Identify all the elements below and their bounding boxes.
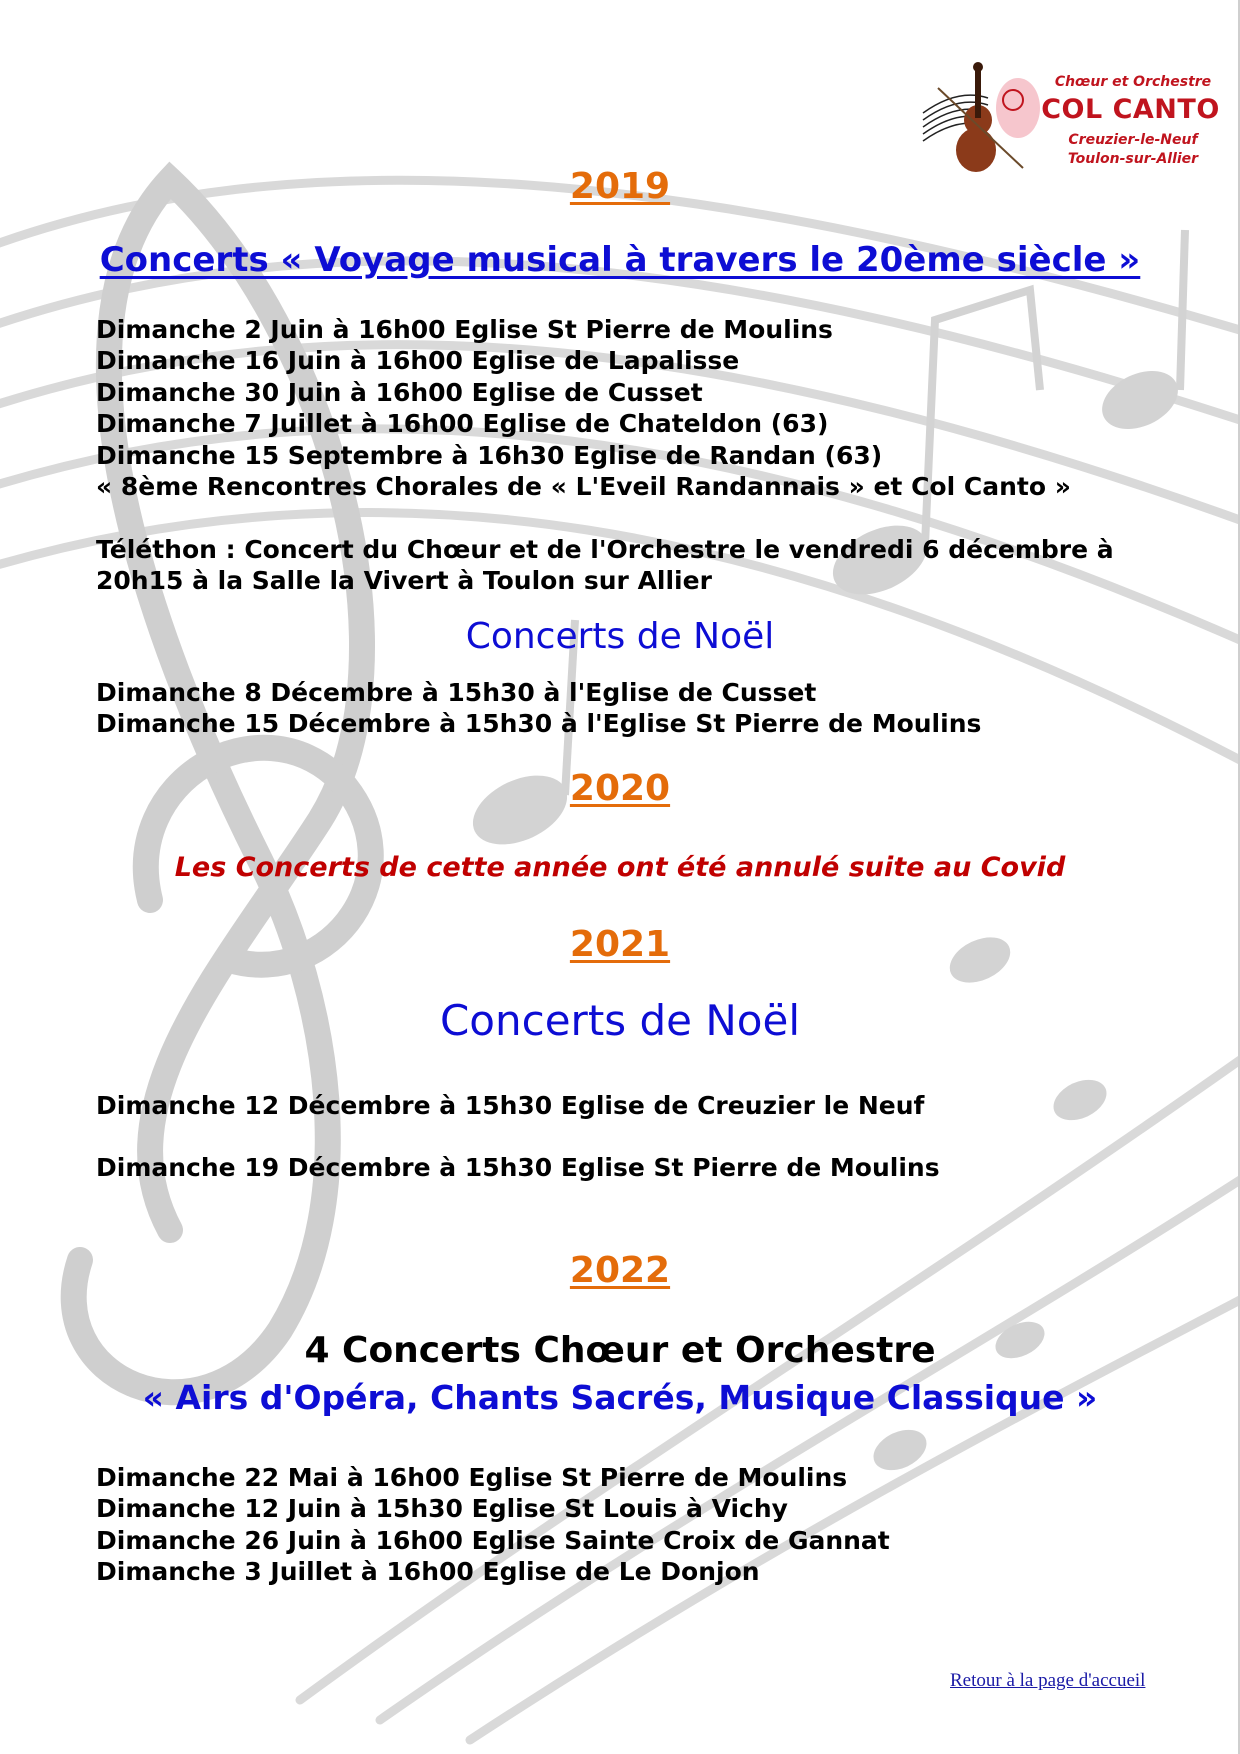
concerts-2022-title: 4 Concerts Chœur et Orchestre	[304, 1330, 936, 1371]
list-item: Dimanche 30 Juin à 16h00 Eglise de Cusset	[96, 377, 703, 407]
list-item: Dimanche 12 Décembre à 15h30 Eglise de Creuzier le Neuf	[96, 1091, 925, 1120]
noel-2021-list	[96, 1090, 1176, 1184]
list-item: Dimanche 12 Juin à 15h30 Eglise St Louis à Vichy	[96, 1494, 788, 1524]
list-item: Dimanche 7 Juillet à 16h00 Eglise de Chateldon (63)	[96, 409, 829, 439]
concerts-2022-subtitle: « Airs d'Opéra, Chants Sacrés, Musique Classique »	[142, 1378, 1098, 1417]
logo-pretitle: Chœur et Orchestre	[1054, 74, 1212, 90]
list-item: Dimanche 19 Décembre à 15h30 Eglise St Pierre de Moulins	[96, 1153, 940, 1183]
noel-2019-heading: Concerts de Noël	[465, 616, 775, 657]
year-2019-heading: 2019	[569, 166, 671, 207]
list-item: Dimanche 2 Juin à 16h00 Eglise St Pierre de Moulins	[96, 315, 833, 344]
logo-brand: COL CANTO	[1041, 94, 1220, 125]
list-item: Dimanche 8 Décembre à 15h30 à l'Eglise de Cusset	[96, 678, 817, 707]
logo-location-1: Creuzier-le-Neuf	[1068, 132, 1198, 148]
list-item: Dimanche 26 Juin à 16h00 Eglise Sainte Croix de Gannat	[96, 1525, 890, 1555]
noel-2021-heading: Concerts de Noël	[439, 996, 800, 1045]
list-item: « 8ème Rencontres Chorales de « L'Eveil Randannais » et Col Canto »	[96, 472, 1071, 502]
concerts-2019-list	[96, 314, 1176, 502]
list-item: Dimanche 15 Décembre à 15h30 à l'Eglise St Pierre de Moulins	[96, 709, 982, 739]
year-2022-heading: 2022	[569, 1250, 671, 1291]
year-2021-heading: 2021	[569, 924, 671, 965]
voyage-musical-title: Concerts « Voyage musical à travers le 20ème siècle »	[99, 240, 1141, 280]
list-item: Dimanche 22 Mai à 16h00 Eglise St Pierre de Moulins	[96, 1463, 848, 1492]
covid-notice: Les Concerts de cette année ont été annulé suite au Covid	[174, 852, 1066, 883]
list-item: Dimanche 16 Juin à 16h00 Eglise de Lapalisse	[96, 346, 740, 376]
back-to-home-link[interactable]: Retour à la page d'accueil	[950, 1670, 1146, 1691]
noel-2019-list	[96, 677, 1176, 740]
telethon-paragraph: Téléthon : Concert du Chœur et de l'Orchestre le vendredi 6 décembre à 20h15 à la Salle la Vivert à Toulon sur Allier	[96, 535, 1114, 596]
concerts-2022-list	[96, 1462, 1176, 1588]
logo-location-2: Toulon-sur-Allier	[1067, 151, 1199, 167]
year-2020-heading: 2020	[569, 768, 671, 809]
list-item: Dimanche 15 Septembre à 16h30 Eglise de Randan (63)	[96, 440, 883, 470]
list-item: Dimanche 3 Juillet à 16h00 Eglise de Le Donjon	[96, 1557, 760, 1587]
